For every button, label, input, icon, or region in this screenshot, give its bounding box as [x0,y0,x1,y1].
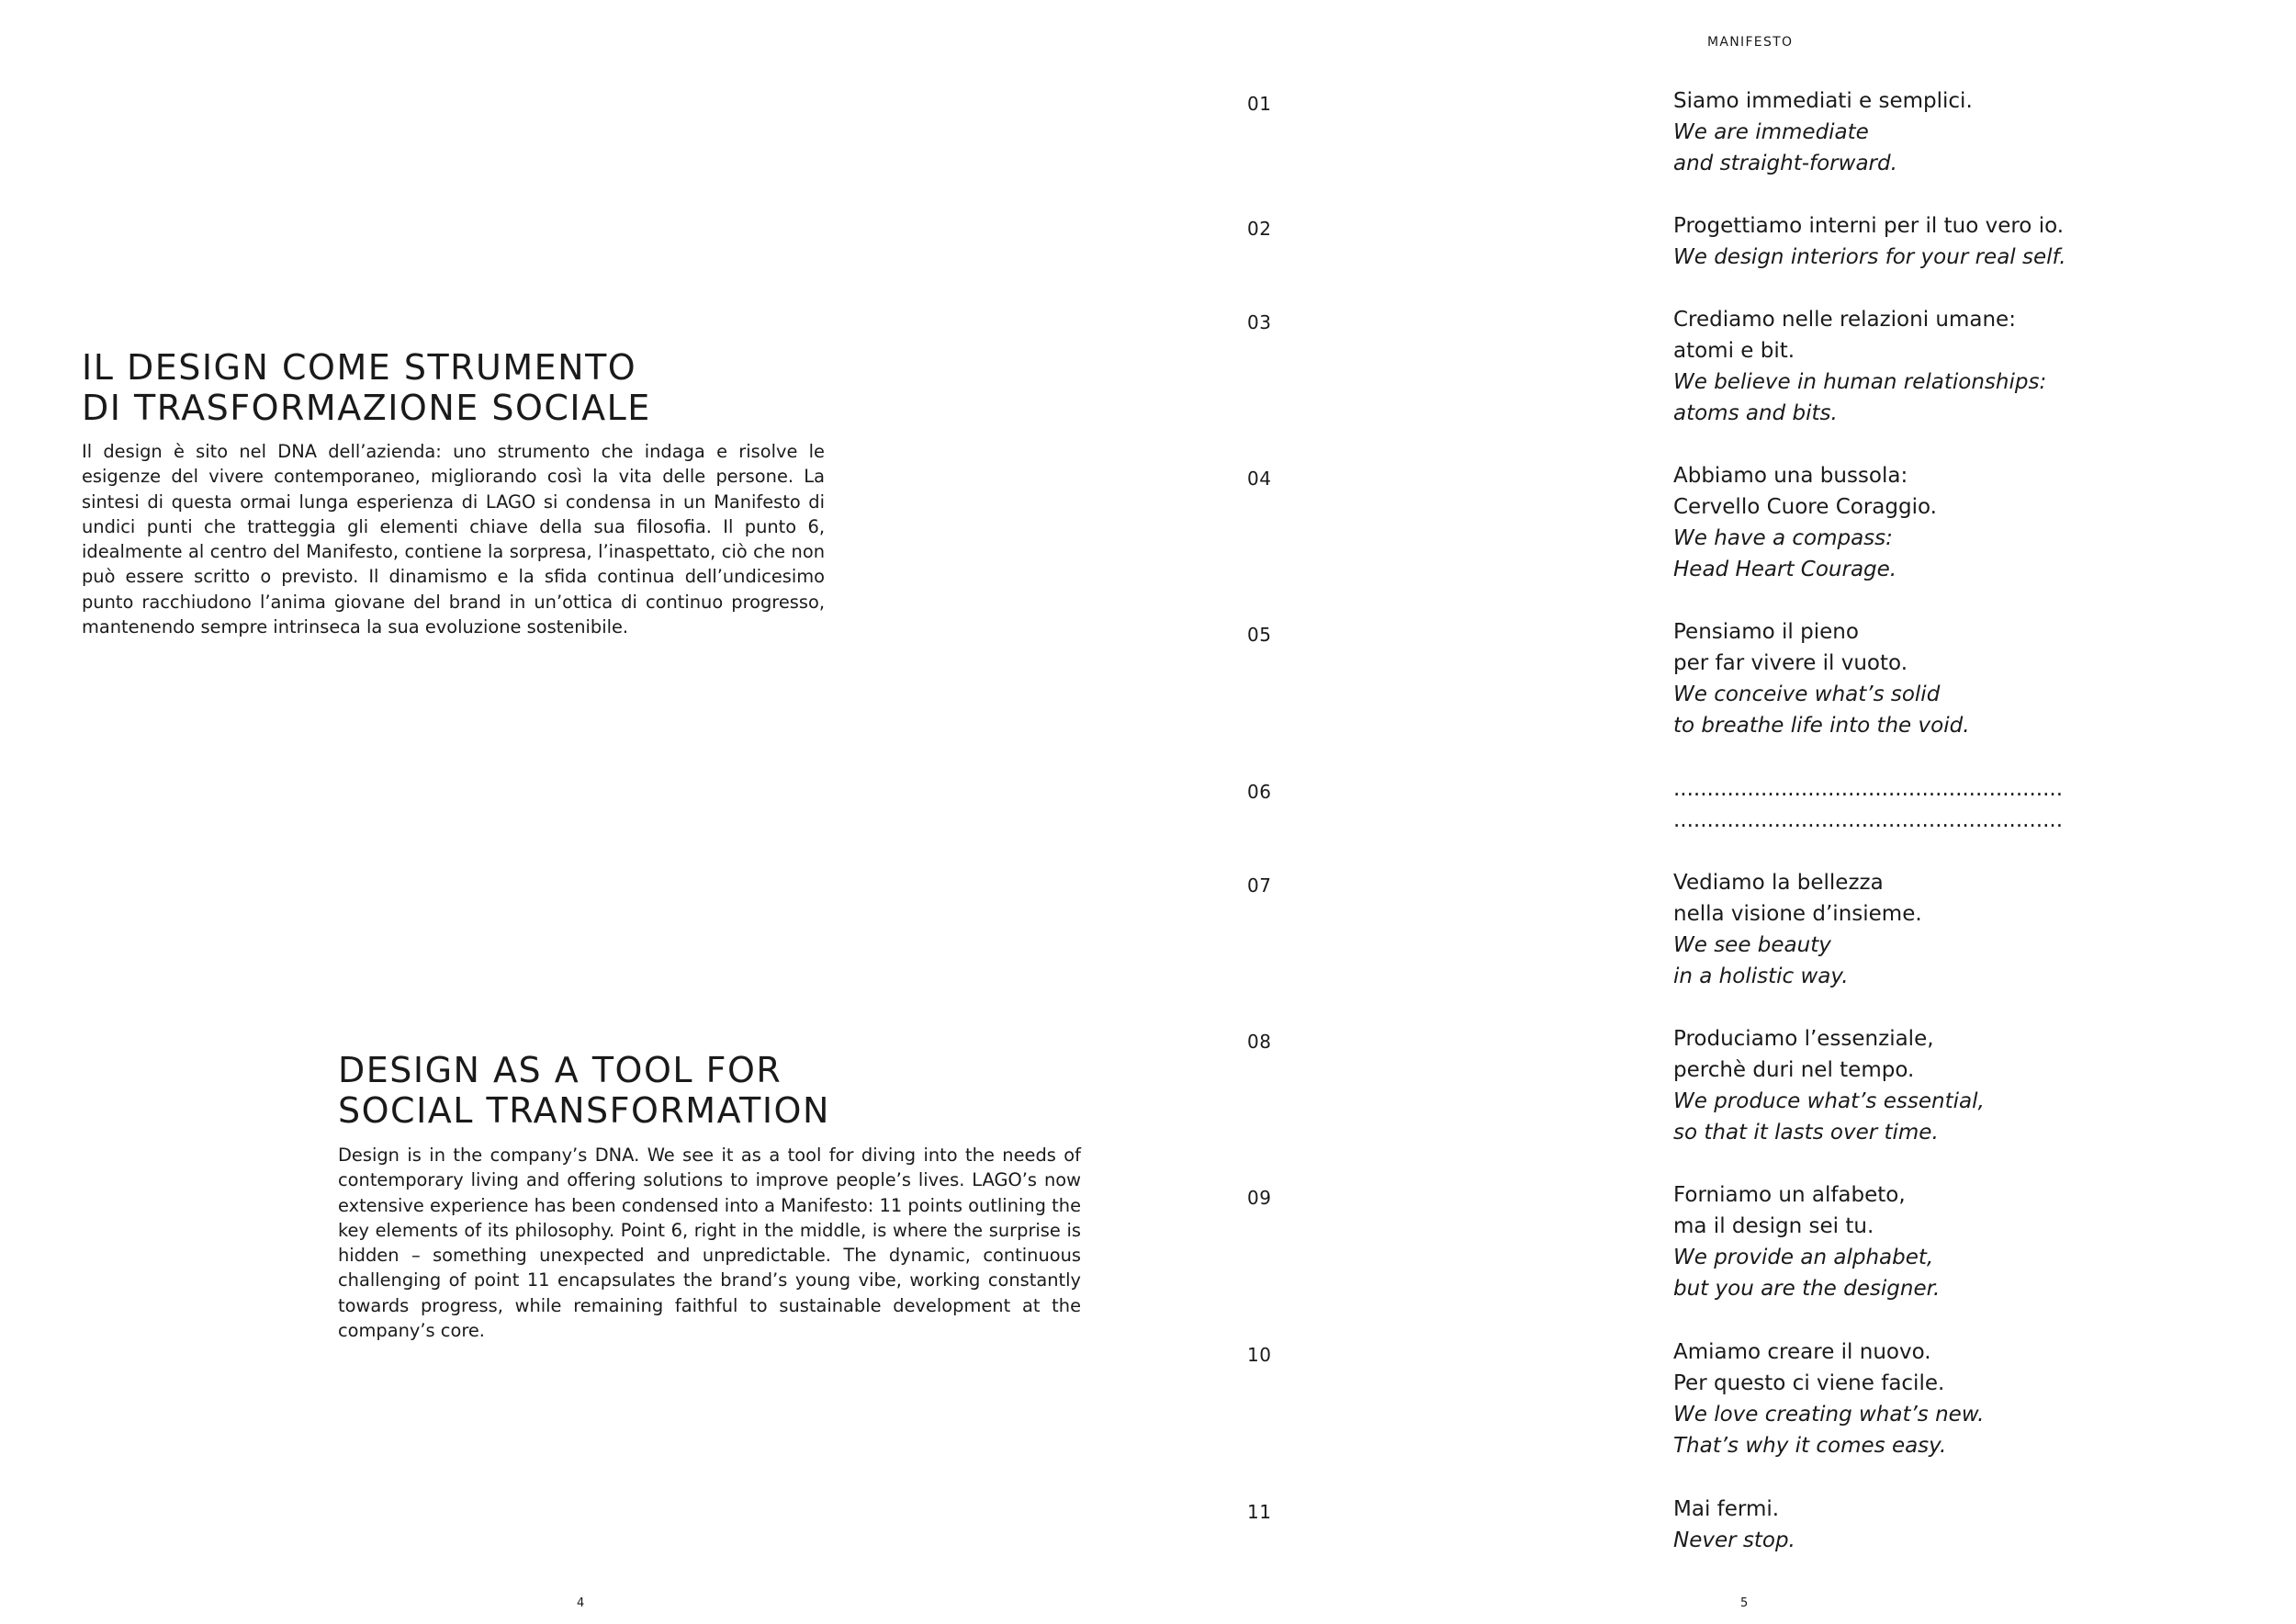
manifesto-point [1673,1023,1985,1148]
point-number: 04 [1247,468,1272,490]
point-italian-line: .......................................................... [1673,777,2064,801]
english-body: Design is in the company’s DNA. We see it as a tool for diving into the needs of contemporary living and offering solutions to improve people’s lives. LAGO’s now extensive experience has been condensed into a Manifesto: 11 points outlining the key elements of its philosophy. Point 6, right in the middle, is where the surprise is hidden – something unexpected and unpredictable. The dynamic, continuous challenging of point 11 encapsulates the brand’s young vibe, working constantly towards progress, while remaining faithful to sustainable development at the company’s core. [338,1145,1081,1342]
point-italian-line: Forniamo un alfabeto, [1673,1183,1906,1207]
point-english-line: so that it lasts over time. [1673,1121,1939,1145]
point-italian-line: perchè duri nel tempo. [1673,1058,1915,1082]
point-english-line: We see beauty [1673,933,1831,957]
point-english-line: We provide an alphabet, [1673,1246,1934,1269]
point-english-line: We believe in human relationships: [1673,370,2047,394]
point-italian-line: Crediamo nelle relazioni umane: [1673,308,2016,332]
manifesto-point [1673,616,1970,741]
point-english-line: and straight-forward. [1673,152,1897,175]
manifesto-point [1673,460,1937,585]
point-italian-line: Produciamo l’essenziale, [1673,1027,1934,1051]
point-number: 06 [1247,781,1272,803]
point-italian-line: Progettiamo interni per il tuo vero io. [1673,214,2065,238]
page-number-left: 4 [577,1596,585,1610]
english-heading [338,1050,830,1131]
point-english-line: That’s why it comes easy. [1673,1434,1947,1458]
point-english-line: but you are the designer. [1673,1277,1941,1301]
point-italian-line: Siamo immediati e semplici. [1673,89,1973,113]
point-english-line: Head Heart Courage. [1673,558,1897,581]
point-english-line: We have a compass: [1673,526,1893,550]
point-english-line: We love creating what’s new. [1673,1403,1985,1427]
manifesto-point [1673,1336,1984,1461]
point-italian-line: Abbiamo una bussola: [1673,464,1908,488]
manifesto-point [1673,1494,1795,1556]
english-heading-line-2: SOCIAL TRANSFORMATION [338,1090,830,1131]
point-italian-line: Vediamo la bellezza [1673,871,1884,895]
point-english-line: We design interiors for your real self. [1673,245,2066,269]
point-english-line: to breathe life into the void. [1673,714,1970,738]
point-italian-line: nella visione d’insieme. [1673,902,1922,926]
point-italian-line: atomi e bit. [1673,339,1795,363]
manifesto-point [1673,1179,1940,1304]
point-number: 10 [1247,1344,1272,1366]
running-head: MANIFESTO [1707,35,1794,50]
point-italian-line: Cervello Cuore Coraggio. [1673,495,1937,519]
point-english-line: in a holistic way. [1673,964,1849,988]
manifesto-point [1673,85,1973,179]
point-italian-line: Per questo ci viene facile. [1673,1371,1945,1395]
italian-heading-line-2: DI TRASFORMAZIONE SOCIALE [82,388,651,428]
point-english-line: Never stop. [1673,1528,1795,1552]
point-english-line: We conceive what’s solid [1673,682,1941,706]
italian-heading-line-1: IL DESIGN COME STRUMENTO [82,347,637,388]
point-number: 11 [1247,1501,1272,1523]
manifesto-point [1673,867,1922,992]
point-italian-line: Pensiamo il pieno [1673,620,1859,644]
point-number: 09 [1247,1187,1272,1209]
italian-heading [82,347,651,428]
manifesto-point [1673,773,2063,836]
point-english-line: We produce what’s essential, [1673,1089,1985,1113]
point-italian-line: Amiamo creare il nuovo. [1673,1340,1931,1364]
point-number: 07 [1247,874,1272,897]
manifesto-point [1673,304,2046,429]
point-italian-line: Mai fermi. [1673,1497,1780,1521]
point-italian-line: .......................................................... [1673,808,2064,832]
point-number: 02 [1247,218,1272,240]
point-number: 01 [1247,93,1272,115]
point-english-line: We are immediate [1673,120,1869,144]
point-english-line: atoms and bits. [1673,401,1838,425]
manifesto-point [1673,210,2066,273]
point-number: 03 [1247,311,1272,333]
point-number: 05 [1247,624,1272,646]
italian-body: Il design è sito nel DNA dell’azienda: uno strumento che indaga e risolve le esigenze del vivere contemporaneo, migliorando così la vita delle persone. La sintesi di questa ormai lunga esperienza di LAGO si condensa in un Manifesto di undici punti che tratteggia gli elementi chiave della sua filosofia. Il punto 6, idealmente al centro del Manifesto, contiene la sorpresa, l’inaspettato, ciò che non può essere scritto o previsto. Il dinamismo e la sfida continua dell’undicesimo punto racchiudono l’anima giovane del brand in un’ottica di continuo progresso, mantenendo sempre intrinseca la sua evoluzione sostenibile. [82,441,825,638]
point-italian-line: per far vivere il vuoto. [1673,651,1908,675]
point-italian-line: ma il design sei tu. [1673,1214,1874,1238]
page-number-right: 5 [1740,1596,1749,1610]
point-number: 08 [1247,1031,1272,1053]
english-heading-line-1: DESIGN AS A TOOL FOR [338,1050,782,1090]
